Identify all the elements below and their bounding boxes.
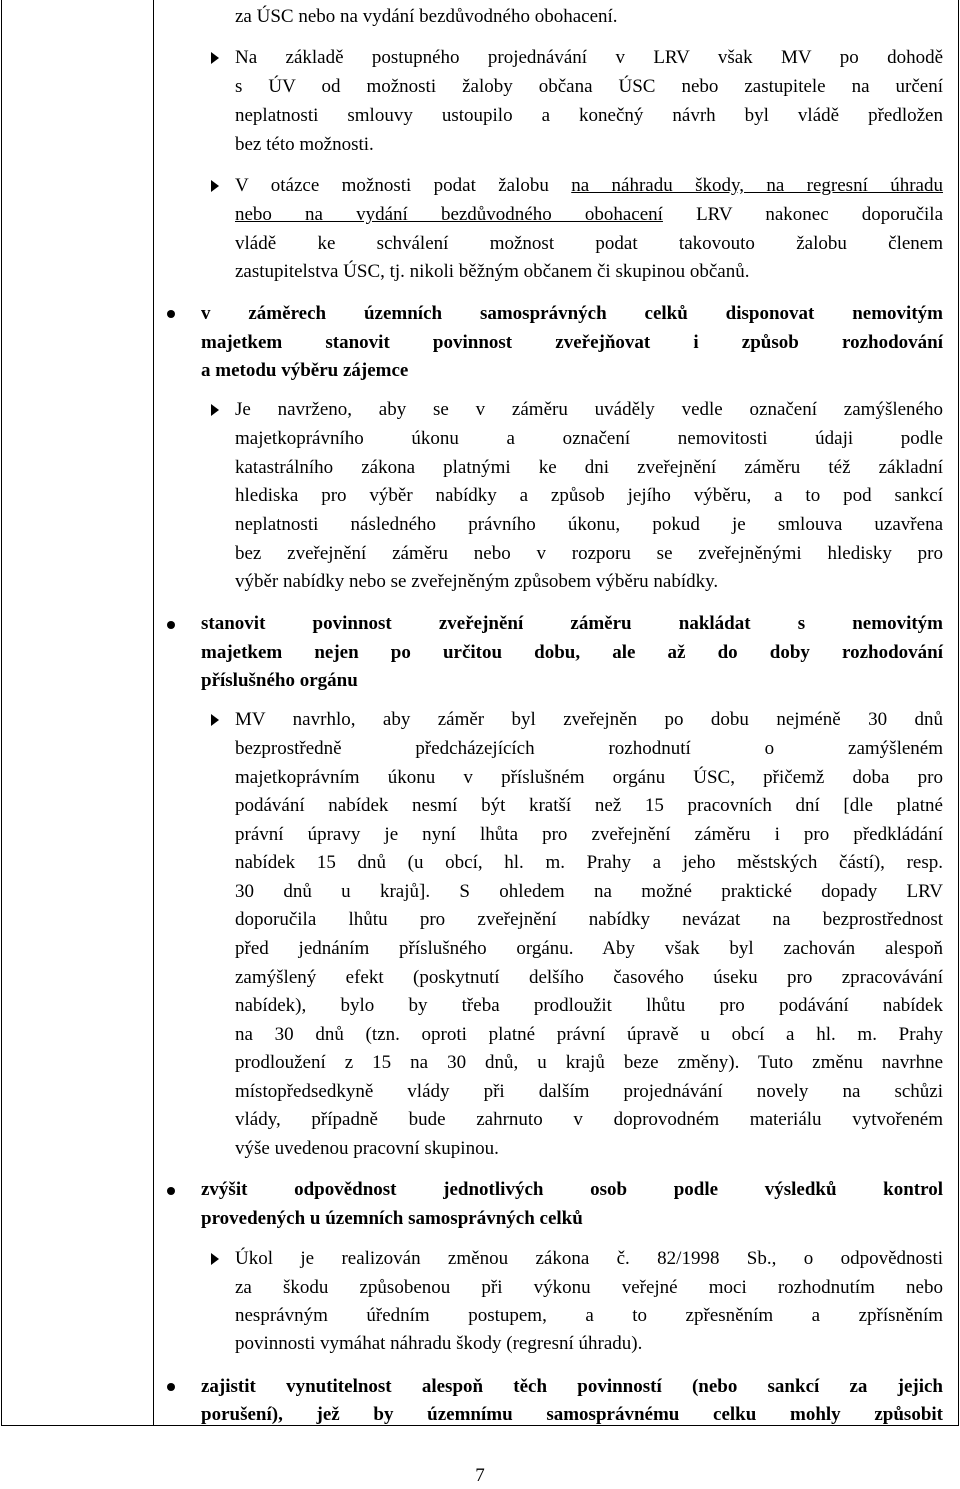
text-line: neplatnosti smlouvy ustoupilo a konečný návrh byl vládě předložen [235,105,943,126]
text-line: bez zveřejnění záměru nebo v rozporu se zveřejněnými hledisky pro [235,543,943,564]
text-line: doporučila lhůtu pro zveřejnění nabídky nevázat na bezprostřednost [235,909,943,930]
arrow-bullet-icon [211,1253,219,1265]
text-line: 30 dnů u krajů]. S ohledem na možné praktické dopady LRV [235,881,943,902]
arrow-bullet-icon [211,52,219,64]
text-line: nabídek 15 dnů (u obcí, hl. m. Prahy a jeho městských částí), resp. [235,852,943,873]
text-line: bezprostředně předcházejících rozhodnutí o zamýšleném [235,738,943,759]
text-line: místopředsedkyně vlády při dalším projednávání novely na schůzi [235,1081,943,1102]
heading-line: v záměrech územních samosprávných celků disponovat nemovitým [201,303,943,324]
heading-line: zvýšit odpovědnost jednotlivých osob podle výsledků kontrol [201,1179,943,1200]
arrow-bullet-icon [211,180,219,192]
text-line: katastrálního zákona platnými ke dni zveřejnění záměru též základní [235,457,943,478]
text-line: nebo na vydání bezdůvodného obohacení LRV nakonec doporučila [235,204,944,225]
page-number: 7 [475,1465,485,1486]
text-line: hlediska pro výběr nabídky a způsob jejího výběru, a to pod sankcí [235,485,943,506]
text-line: majetkoprávním úkonu v příslušném orgánu ÚSC, přičemž doba pro [235,767,943,788]
heading-line: příslušného orgánu [201,670,358,691]
text-line: MV navrhlo, aby záměr byl zveřejněn po dobu nejméně 30 dnů [235,709,943,730]
text-line: majetkoprávního úkonu a označení nemovitosti údaji podle [235,428,943,449]
heading-line: zajistit vynutitelnost alespoň těch povinností (nebo sankcí za jejich [201,1376,943,1397]
text-line: výše uvedenou pracovní skupinou. [235,1138,499,1159]
heading-line: stanovit povinnost zveřejnění záměru nakládat s nemovitým [201,613,943,634]
text-line: Je navrženo, aby se v záměru uváděly vedle označení zamýšleného [235,399,943,420]
text-line: V otázce možnosti podat žalobu na náhradu škody, na regresní úhradu [235,175,943,196]
bullet-dot-icon [167,1187,175,1195]
text-line: na 30 dnů (tzn. oproti platné právní úpravě u obcí a hl. m. Prahy [235,1024,943,1045]
text-line: prodloužení z 15 na 30 dnů, u krajů beze změny). Tuto změnu navrhne [235,1052,943,1073]
text-line: s ÚV od možnosti žaloby občana ÚSC nebo zastupitele na určení [235,76,943,97]
heading-line: majetkem stanovit povinnost zveřejňovat i způsob rozhodování [201,332,943,353]
bullet-dot-icon [167,1383,175,1391]
text-line: Na základě postupného projednávání v LRV však MV po dohodě [235,47,943,68]
text-line: zamýšlený efekt (poskytnutí delšího časového úseku pro zpracovávání [235,967,943,988]
text-line: před jednáním příslušného orgánu. Aby však byl zachován alespoň [235,938,943,959]
heading-line: majetkem nejen po určitou dobu, ale až do doby rozhodování [201,642,943,663]
text-line: zastupitelstva ÚSC, tj. nikoli běžným občanem či skupinou občanů. [235,261,750,282]
heading-line: porušení), jež by územnímu samosprávnému celku mohly způsobit [201,1404,943,1425]
arrow-bullet-icon [211,404,219,416]
text-line: za škodu způsobenou při výkonu veřejné moci rozhodnutím nebo [235,1277,943,1298]
bullet-dot-icon [167,310,175,318]
text-line: vládě ke schválení možnost podat takovouto žalobu členem [235,233,943,254]
bullet-dot-icon [167,621,175,629]
text-line: právní úpravy je nyní lhůta pro zveřejnění záměru i pro předkládání [235,824,943,845]
text-line: podávání nabídek nesmí být kratší než 15 pracovních dní [dle platné [235,795,943,816]
text-line: nesprávným úředním postupem, a to zpřesněním a zpřísněním [235,1305,943,1326]
arrow-bullet-icon [211,714,219,726]
text-line: Úkol je realizován změnou zákona č. 82/1998 Sb., o odpovědnosti [235,1248,943,1269]
text-line: povinnosti vymáhat náhradu škody (regresní úhradu). [235,1333,643,1354]
column-divider [153,0,154,1426]
text-line: vlády, případně bude zahrnuto v doprovodném materiálu vytvořeném [235,1109,943,1130]
heading-line: a metodu výběru zájemce [201,360,409,381]
text-line: za ÚSC nebo na vydání bezdůvodného obohacení. [235,6,618,27]
heading-line: provedených u územních samosprávných celků [201,1208,583,1229]
text-line: neplatnosti následného právního úkonu, pokud je smlouva uzavřena [235,514,943,535]
text-line: výběr nabídky nebo se zveřejněným způsobem výběru nabídky. [235,571,719,592]
text-line: bez této možnosti. [235,134,374,155]
text-line: nabídek), bylo by třeba prodloužit lhůtu pro podávání nabídek [235,995,943,1016]
